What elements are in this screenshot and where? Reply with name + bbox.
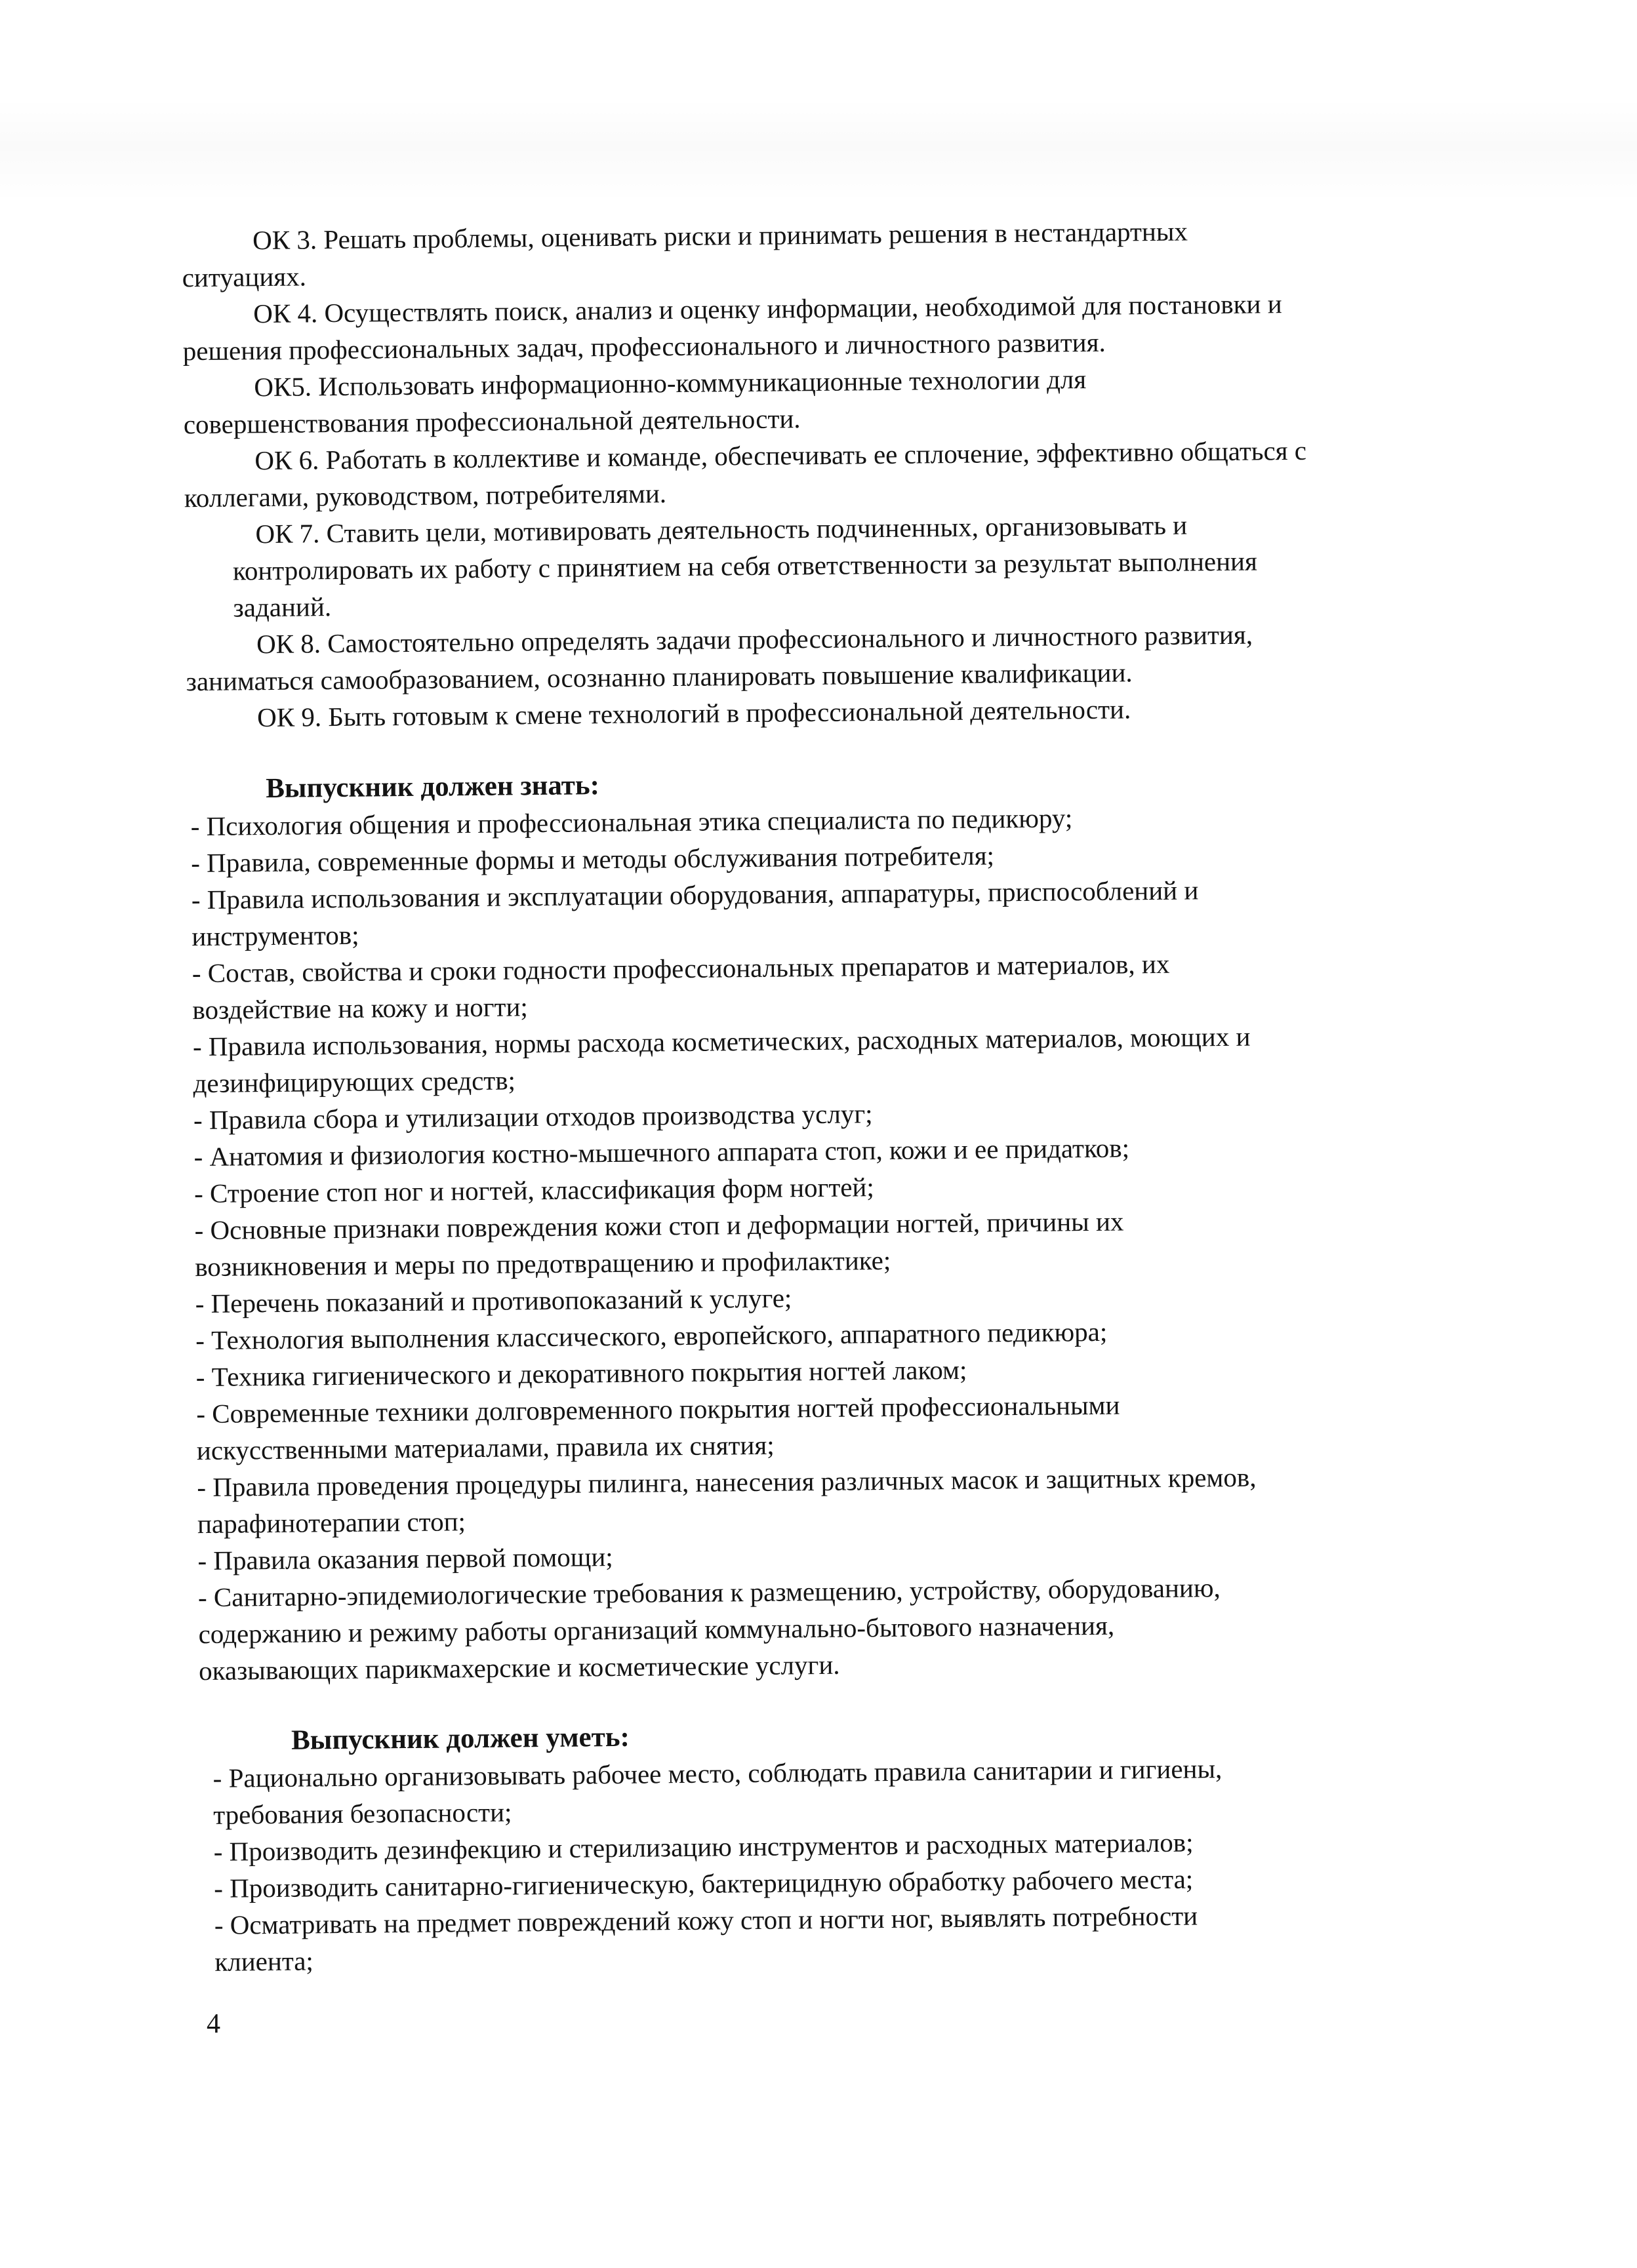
can-item-1-line-2: требования безопасности; (212, 1797, 512, 1830)
know-item-3-line-2: инструментов; (192, 919, 359, 952)
know-item-3-line-1: - Правила использования и эксплуатации оборудования, аппаратуры, приспособлений и (191, 875, 1199, 915)
know-item-16-line-2: содержанию и режиму работы организаций коммунально-бытового назначения, (198, 1610, 1115, 1650)
know-item-12: - Техника гигиенического и декоративного покрытия ногтей лаком; (195, 1354, 967, 1393)
ok9-line-1: ОК 9. Быть готовым к смене технологий в профессиональной деятельности. (256, 694, 1131, 733)
know-item-1: - Психология общения и профессиональная этика специалиста по педикюру; (190, 803, 1073, 842)
know-item-2: - Правила, современные формы и методы обслуживания потребителя; (191, 840, 995, 879)
know-item-8: - Строение стоп ног и ногтей, классификация форм ногтей; (193, 1172, 874, 1209)
know-item-5-line-2: дезинфицирующих средств; (193, 1065, 516, 1099)
know-item-5-line-1: - Правила использования, нормы расхода косметических, расходных материалов, моющих и (192, 1021, 1251, 1062)
know-item-10: - Перечень показаний и противопоказаний к услуге; (195, 1283, 792, 1319)
ok7-line-1: ОК 7. Ставить цели, мотивировать деятельность подчиненных, организовывать и (255, 509, 1188, 549)
ok7-line-3: заданий. (233, 591, 332, 623)
ok3-line-2: ситуациях. (182, 261, 307, 293)
ok5-line-1: ОК5. Использовать информационно-коммуникационные технологии для (254, 364, 1087, 403)
know-item-14-line-2: парафинотерапии стоп; (197, 1506, 466, 1540)
know-heading: Выпускник должен знать: (265, 770, 600, 805)
page-number: 4 (207, 2009, 220, 2039)
ok8-line-2: заниматься самообразованием, осознанно планировать повышение квалификации. (186, 657, 1133, 697)
ok6-line-1: ОК 6. Работать в коллективе и команде, обеспечивать ее сплочение, эффективно общаться с (254, 435, 1307, 476)
know-item-13-line-1: - Современные техники долговременного покрытия ногтей профессиональными (196, 1389, 1120, 1429)
ok5-line-2: совершенствования профессиональной деятельности. (183, 403, 801, 440)
can-heading: Выпускник должен уметь: (291, 1721, 630, 1756)
know-item-4-line-1: - Состав, свойства и сроки годности профессиональных препаратов и материалов, их (192, 948, 1170, 989)
know-item-14-line-1: - Правила проведения процедуры пилинга, нанесения различных масок и защитных кремов, (197, 1462, 1257, 1503)
know-item-9-line-2: возникновения и меры по предотвращению и профилактике; (194, 1244, 891, 1283)
know-item-16-line-3: оказывающих парикмахерские и косметические услуги. (198, 1649, 840, 1686)
know-item-13-line-2: искусственными материалами, правила их снятия; (196, 1429, 775, 1466)
ok3-line-1: ОК 3. Решать проблемы, оценивать риски и принимать решения в нестандартных (252, 216, 1188, 256)
can-item-4-line-1: - Осматривать на предмет повреждений кожу стоп и ногти ног, выявлять потребности (214, 1900, 1198, 1940)
can-item-3: - Производить санитарно-гигиеническую, бактерицидную обработку рабочего места; (214, 1863, 1194, 1903)
can-item-1-line-1: - Рационально организовывать рабочее место, соблюдать правила санитарии и гигиены, (212, 1753, 1223, 1793)
can-item-2: - Производить дезинфекцию и стерилизацию инструментов и расходных материалов; (213, 1827, 1194, 1867)
ok8-line-1: ОК 8. Самостоятельно определять задачи профессионального и личностного развития, (256, 619, 1253, 660)
know-item-6: - Правила сбора и утилизации отходов производства услуг; (193, 1098, 873, 1136)
know-item-7: - Анатомия и физиология костно-мышечного аппарата стоп, кожи и ее придатков; (193, 1132, 1130, 1172)
know-item-16-line-1: - Санитарно-эпидемиологические требования к размещению, устройству, оборудованию, (197, 1572, 1221, 1613)
ok4-line-1: ОК 4. Осуществлять поиск, анализ и оценку информации, необходимой для постановки и (253, 288, 1282, 329)
can-item-4-line-2: клиента; (214, 1945, 314, 1977)
competencies-section (0, 0, 1627, 733)
know-item-4-line-2: воздействие на кожу и ногти; (192, 991, 529, 1025)
ok4-line-2: решения профессиональных задач, профессионального и личностного развития. (182, 327, 1106, 367)
ok6-line-2: коллегами, руководством, потребителями. (184, 478, 667, 513)
know-item-15: - Правила оказания первой помощи; (197, 1542, 613, 1576)
know-item-11: - Технология выполнения классического, европейского, аппаратного педикюра; (195, 1316, 1108, 1356)
ok7-line-2: контролировать их работу с принятием на себя ответственности за результат выполнения (232, 546, 1258, 586)
know-item-9-line-1: - Основные признаки повреждения кожи стоп и деформации ногтей, причины их (194, 1206, 1124, 1246)
